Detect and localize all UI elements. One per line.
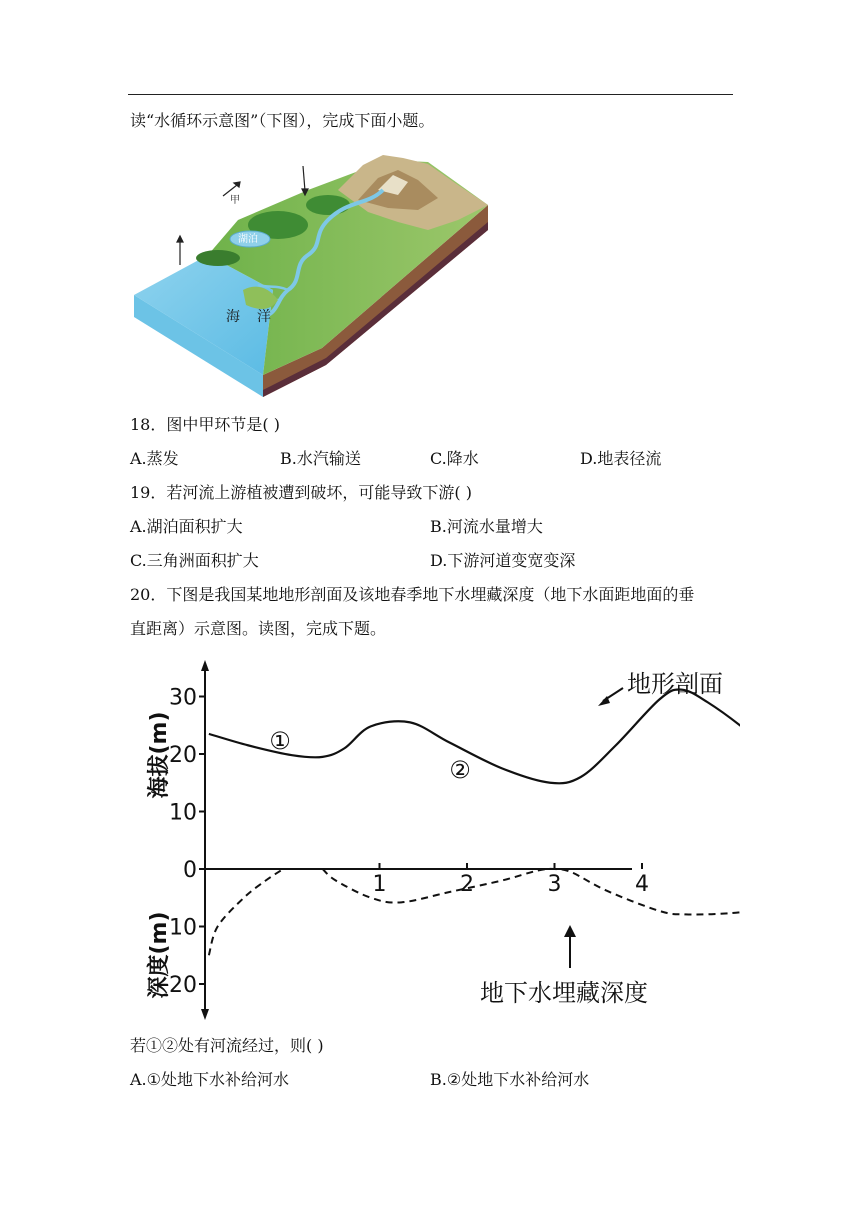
intro-text: 读“水循环示意图”（下图），完成下面小题。 (130, 111, 435, 130)
q20-stem-line2: 直距离）示意图。读图，完成下题。 (130, 619, 387, 638)
y-axis-arrow-up (201, 660, 209, 671)
marker-2: ② (449, 756, 471, 784)
ytick-top-label: 30 (169, 685, 197, 711)
y-axis-arrow-down (201, 1009, 209, 1020)
q18-option-c[interactable]: C.降水 (430, 449, 479, 468)
label-jia: 甲 (230, 195, 240, 206)
ytick-top-label: 20 (169, 743, 197, 768)
evaporation-arrow (177, 236, 183, 265)
q19-option-b[interactable]: B.河流水量增大 (430, 517, 543, 536)
ytick-bottom-label: 20 (169, 973, 197, 998)
q20-stem-line1: 20．下图是我国某地地形剖面及该地春季地下水埋藏深度（地下水面距地面的垂 (130, 585, 695, 604)
series-label-terrain: 地形剖面 (627, 670, 723, 698)
q18-stem: 18．图中甲环节是( ) (130, 415, 280, 434)
q19-stem: 19．若河流上游植被遭到破坏，可能导致下游( ) (130, 483, 472, 502)
xtick-label: 3 (547, 872, 562, 897)
xtick-label: 1 (372, 872, 387, 897)
q20-sub-stem: 若①②处有河流经过，则( ) (130, 1036, 324, 1055)
jia-arrow (223, 182, 240, 196)
label-lake: 湖泊 (238, 234, 258, 245)
groundwater-depth-line (209, 869, 283, 955)
series-label-groundwater: 地下水埋藏深度 (480, 979, 648, 1007)
precipitation-arrow (302, 166, 308, 195)
ytick-bottom-label: 10 (169, 915, 197, 941)
q18-option-a[interactable]: A.蒸发 (130, 449, 179, 468)
xtick-label: 2 (460, 872, 474, 897)
label-ocean-1: 海 (226, 309, 240, 325)
ytick-top-label: 0 (183, 858, 197, 883)
header-rule (128, 94, 733, 95)
q20-option-a[interactable]: A.①处地下水补给河水 (130, 1070, 289, 1089)
q18-option-d[interactable]: D.地表径流 (580, 449, 662, 468)
water-cycle-figure (128, 150, 498, 402)
q19-option-c[interactable]: C.三角洲面积扩大 (130, 551, 259, 570)
terrain-groundwater-chart (130, 655, 740, 1025)
ytick-top-label: 10 (169, 800, 197, 826)
ylabel-bottom: 深度(m) (147, 911, 172, 999)
q20-option-b[interactable]: B.②处地下水补给河水 (430, 1070, 590, 1089)
q19-option-d[interactable]: D.下游河道变宽变深 (430, 551, 576, 570)
q19-option-a[interactable]: A.湖泊面积扩大 (130, 517, 243, 536)
q18-option-b[interactable]: B.水汽输送 (280, 449, 361, 468)
marker-1: ① (269, 727, 291, 755)
label-ocean-2: 洋 (257, 309, 271, 325)
ylabel-top: 海拔(m) (147, 711, 172, 799)
xtick-label: 4 (635, 872, 649, 897)
